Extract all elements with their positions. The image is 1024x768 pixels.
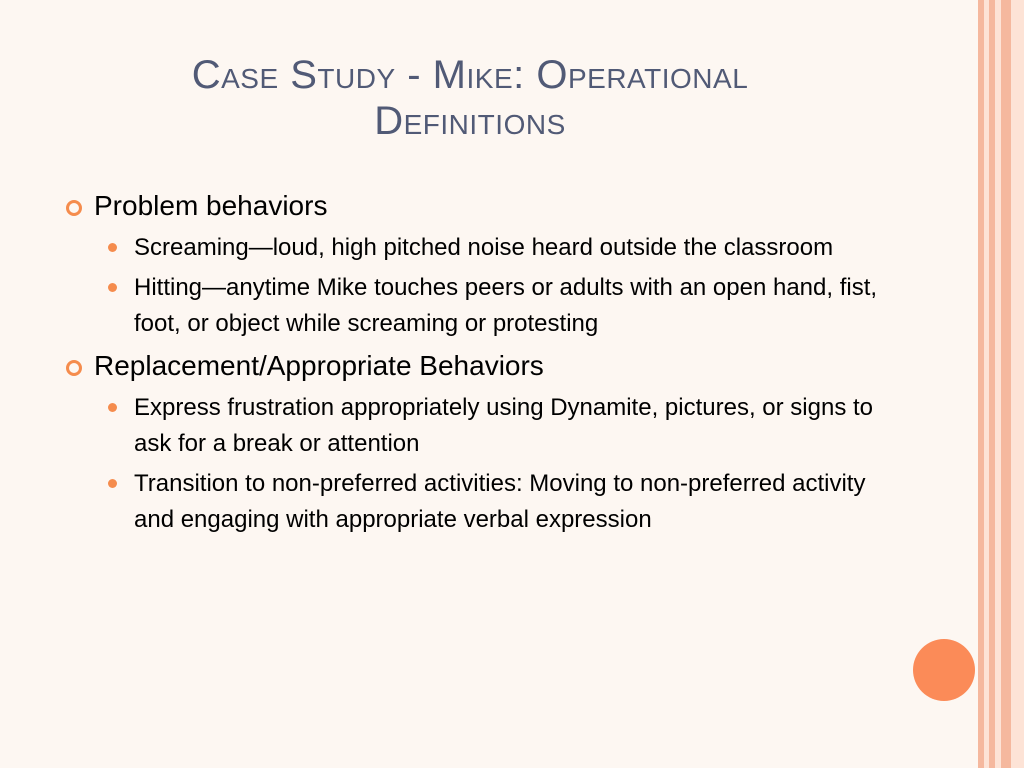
list-item	[64, 270, 884, 342]
slide-title-line-2: Definitions	[374, 99, 566, 143]
decorative-circle	[913, 639, 975, 701]
slide-title	[60, 52, 880, 144]
replacement-behaviors-list	[64, 390, 884, 538]
section-heading-replacement-behaviors	[64, 348, 884, 384]
dot-bullet-icon	[108, 403, 117, 412]
section-heading-text: Replacement/Appropriate Behaviors	[94, 350, 544, 381]
section-heading-problem-behaviors	[64, 188, 884, 224]
ring-bullet-icon	[66, 200, 82, 216]
decorative-stripe	[1011, 0, 1024, 768]
list-item	[64, 230, 884, 266]
problem-behaviors-list	[64, 230, 884, 342]
dot-bullet-icon	[108, 479, 117, 488]
decorative-stripe	[1001, 0, 1011, 768]
dot-bullet-icon	[108, 283, 117, 292]
slide-title-line-1: Case Study - Mike: Operational	[191, 53, 749, 97]
section-heading-text: Problem behaviors	[94, 190, 328, 221]
dot-bullet-icon	[108, 243, 117, 252]
slide-body	[64, 188, 884, 544]
list-item	[64, 390, 884, 462]
list-item	[64, 466, 884, 538]
ring-bullet-icon	[66, 360, 82, 376]
list-item-text: Hitting—anytime Mike touches peers or adults with an open hand, fist, foot, or object while screaming or protesting	[134, 274, 878, 337]
list-item-text: Transition to non-preferred activities: Moving to non-preferred activity and engaging with appropriate verbal expression	[134, 470, 866, 533]
list-item-text: Screaming—loud, high pitched noise heard outside the classroom	[134, 234, 834, 261]
list-item-text: Express frustration appropriately using Dynamite, pictures, or signs to ask for a break or attention	[134, 394, 873, 457]
